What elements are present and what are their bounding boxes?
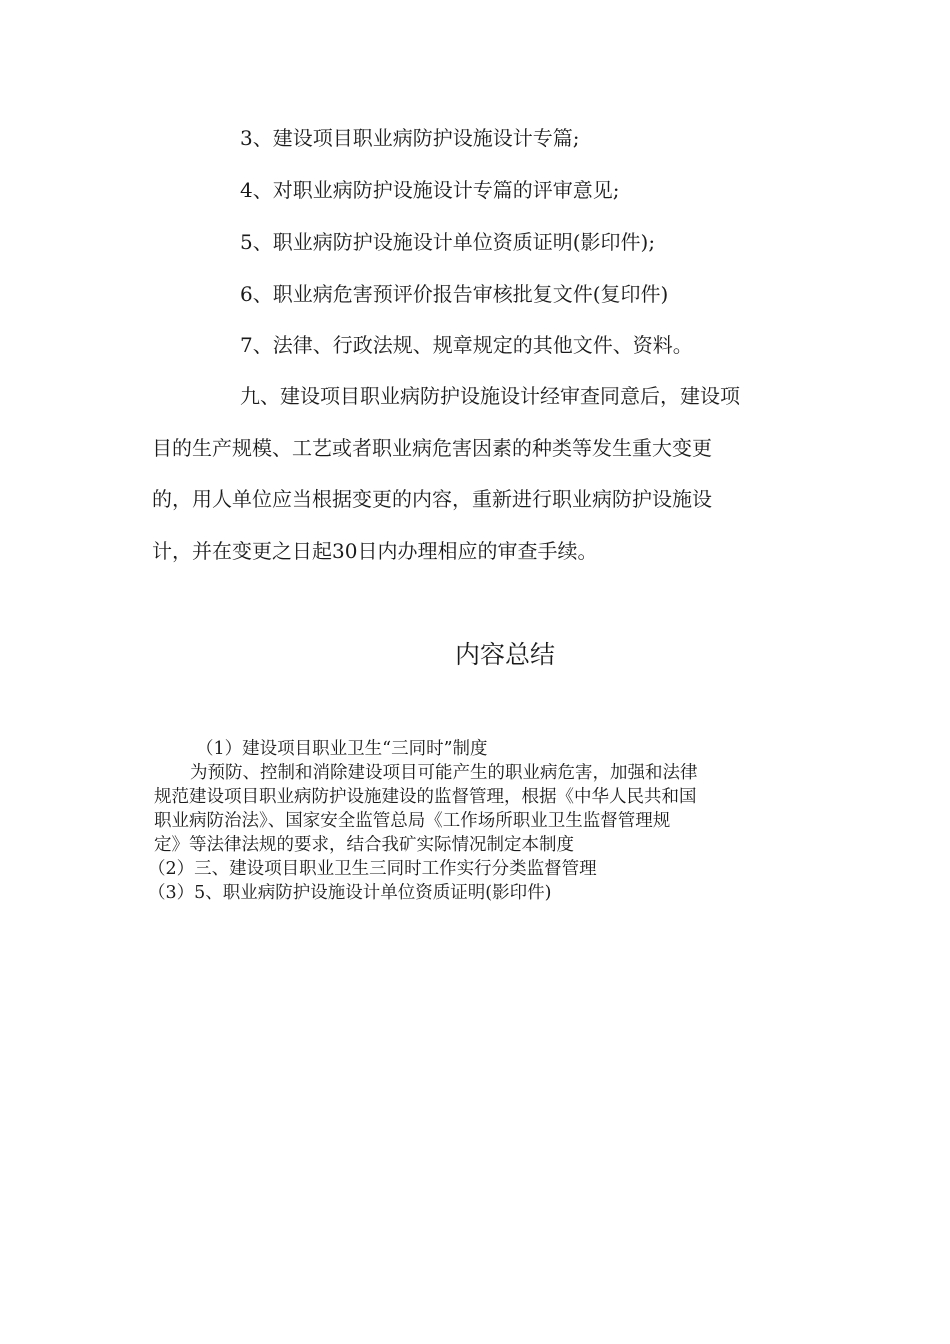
- list-item-5: 5、职业病防护设施设计单位资质证明(影印件);: [240, 230, 656, 254]
- summary-item-2: （2）三、建设项目职业卫生三同时工作实行分类监督管理: [148, 859, 597, 879]
- list-item-6: 6、职业病危害预评价报告审核批复文件(复印件): [240, 282, 669, 306]
- summary-text-line-4: 定》等法律法规的要求，结合我矿实际情况制定本制度: [154, 835, 574, 855]
- summary-text-line-1: 为预防、控制和消除建设项目可能产生的职业病危害，加强和法律: [190, 763, 698, 783]
- list-item-4: 4、对职业病防护设施设计专篇的评审意见;: [240, 178, 620, 202]
- summary-item-3: （3）5、职业病防护设施设计单位资质证明(影印件): [148, 883, 552, 903]
- paragraph-line-1: 九、建设项目职业病防护设施设计经审查同意后，建设项: [240, 384, 740, 408]
- list-item-3: 3、建设项目职业病防护设施设计专篇;: [240, 126, 580, 150]
- summary-title: 内容总结: [454, 640, 555, 669]
- list-item-7: 7、法律、行政法规、规章规定的其他文件、资料。: [240, 333, 693, 357]
- paragraph-line-3: 的，用人单位应当根据变更的内容，重新进行职业病防护设施设: [152, 487, 712, 511]
- summary-item-1: （1）建设项目职业卫生“三同时”制度: [196, 739, 488, 759]
- paragraph-line-4: 计，并在变更之日起30日内办理相应的审查手续。: [152, 539, 598, 563]
- paragraph-line-2: 目的生产规模、工艺或者职业病危害因素的种类等发生重大变更: [152, 436, 712, 460]
- summary-text-line-2: 规范建设项目职业病防护设施建设的监督管理，根据《中华人民共和国: [154, 787, 697, 807]
- summary-text-line-3: 职业病防治法》、国家安全监管总局《工作场所职业卫生监督管理规: [154, 811, 671, 831]
